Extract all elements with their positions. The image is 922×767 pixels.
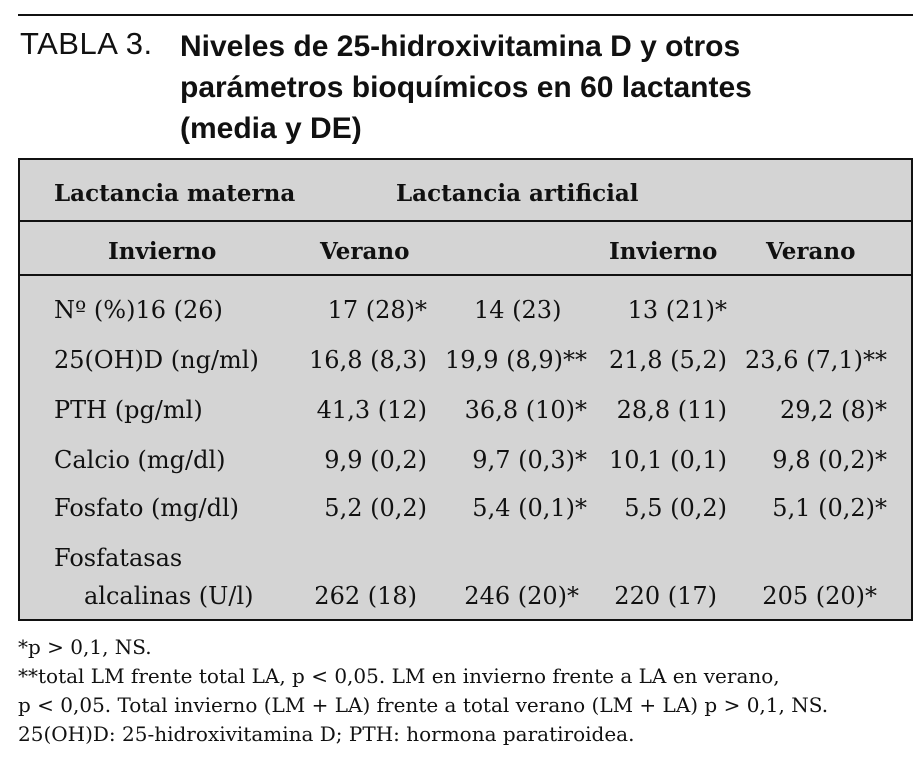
table-title — [180, 26, 880, 149]
group-header-lactancia-materna: Lactancia materna — [54, 180, 296, 207]
cell-value: 14 (23) — [474, 296, 562, 324]
table-title-line: parámetros bioquímicos en 60 lactantes — [180, 71, 752, 104]
cell-value: 36,8 (10)* — [464, 396, 587, 424]
column-header-la-verano: Verano — [766, 238, 856, 265]
cell-value: 5,2 (0,2) — [324, 494, 427, 522]
footnote: p < 0,05. Total invierno (LM + LA) frente a total verano (LM + LA) p > 0,1, NS. — [18, 693, 829, 717]
row-label: Fosfato (mg/dl) — [54, 494, 239, 522]
cell-value: 29,2 (8)* — [779, 396, 887, 424]
cell-value: 9,8 (0,2)* — [772, 446, 887, 474]
cell-value: 9,7 (0,3)* — [472, 446, 587, 474]
cell-value: 23,6 (7,1)** — [745, 346, 887, 374]
row-label: Fosfatasas — [54, 544, 183, 572]
cell-value: 5,5 (0,2) — [624, 494, 727, 522]
cell-value: 205 (20)* — [762, 582, 877, 610]
row-label: Calcio (mg/dl) — [54, 446, 226, 474]
cell-value: 17 (28)* — [327, 296, 427, 324]
table-title-line: (media y DE) — [180, 112, 362, 145]
table-title-line: Niveles de 25-hidroxivitamina D y otros — [180, 30, 741, 63]
footnote: 25(OH)D: 25-hidroxivitamina D; PTH: hormona paratiroidea. — [18, 722, 635, 746]
cell-value: 28,8 (11) — [616, 396, 727, 424]
column-header-la-invierno: Invierno — [609, 238, 718, 265]
cell-value: 5,4 (0,1)* — [472, 494, 587, 522]
row-label-continued: alcalinas (U/l) — [84, 582, 254, 610]
cell-value: 246 (20)* — [464, 582, 579, 610]
cell-value: 9,9 (0,2) — [324, 446, 427, 474]
table-number: TABLA 3. — [20, 26, 153, 61]
cell-value: 41,3 (12) — [316, 396, 427, 424]
top-rule — [18, 14, 913, 16]
table-footnotes — [18, 633, 828, 749]
cell-value: 13 (21)* — [627, 296, 727, 324]
data-table — [18, 158, 913, 621]
row-label: Nº (%)16 (26) — [54, 296, 223, 324]
cell-value: 21,8 (5,2) — [609, 346, 727, 374]
cell-value: 220 (17) — [614, 582, 717, 610]
column-header-lm-invierno: Invierno — [108, 238, 217, 265]
row-label: PTH (pg/ml) — [54, 396, 203, 424]
footnote: **total LM frente total LA, p < 0,05. LM en invierno frente a LA en verano, — [18, 664, 780, 688]
group-header-lactancia-artificial: Lactancia artificial — [396, 180, 639, 207]
footnote: *p > 0,1, NS. — [18, 635, 152, 659]
cell-value: 10,1 (0,1) — [609, 446, 727, 474]
header-divider — [20, 274, 911, 276]
column-header-lm-verano: Verano — [320, 238, 410, 265]
cell-value: 19,9 (8,9)** — [445, 346, 587, 374]
cell-value: 16,8 (8,3) — [309, 346, 427, 374]
row-label: 25(OH)D (ng/ml) — [54, 346, 259, 374]
header-divider — [20, 220, 911, 222]
cell-value: 262 (18) — [314, 582, 417, 610]
cell-value: 5,1 (0,2)* — [772, 494, 887, 522]
